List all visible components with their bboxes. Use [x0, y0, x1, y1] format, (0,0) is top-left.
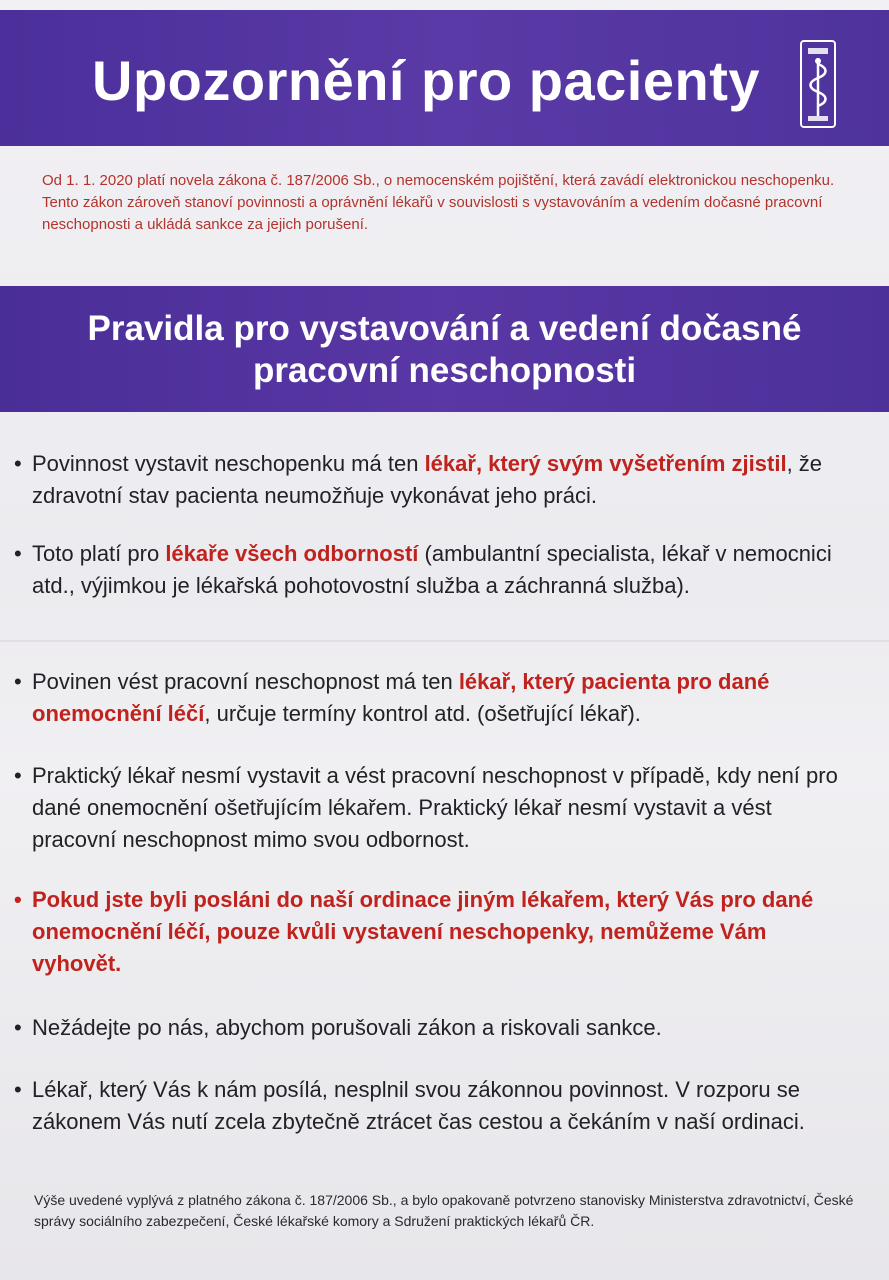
list-item [14, 448, 849, 512]
list-item-text-emphasis: lékař, který svým vyšetřením zjistil [424, 451, 787, 476]
list-item-text-plain: Povinen vést pracovní neschopnost má ten [32, 669, 459, 694]
bullet-icon: • [14, 1077, 22, 1102]
list-item-text-plain: (ambulantní specialista, lékař v nemocnici atd., výjimkou je lékařská pohotovostní služba a záchranná služba). [32, 541, 832, 598]
rules-title-line2: pracovní neschopnosti [252, 351, 637, 390]
list-item [14, 884, 849, 980]
list-item-text-emphasis: Pokud jste byli posláni do naší ordinace jiným lékařem, který Vás pro dané onemocnění léčí, pouze kvůli vystavení neschopenky, nemůžeme Vám vyhovět. [32, 887, 814, 976]
bullet-icon: • [14, 887, 22, 912]
bullet-icon: • [14, 763, 22, 788]
rules-title-line1: Pravidla pro vystavování a vedení dočasné [87, 309, 802, 348]
list-item-text-emphasis: lékaře všech odborností [165, 541, 419, 566]
bullet-icon: • [14, 1015, 22, 1040]
page-title: Upozornění pro pacienty [92, 49, 760, 112]
footer-note: Výše uvedené vyplývá z platného zákona č. 187/2006 Sb., a bylo opakovaně potvrzeno stanovisky Ministerstva zdravotnictví, České správy sociálního zabezpečení, České lékařské komory a Sdružení praktických lékařů ČR. [34, 1192, 854, 1229]
list-item-text [32, 538, 849, 602]
bullet-icon: • [14, 541, 22, 566]
list-item-text: Nežádejte po nás, abychom porušovali zákon a riskovali sankce. [32, 1015, 662, 1040]
list-item-text: Praktický lékař nesmí vystavit a vést pracovní neschopnost v případě, kdy není pro dané onemocnění ošetřujícím lékařem. Praktický lékař nesmí vystavit a vést pracovní neschopnost mimo svou odbornost. [32, 763, 838, 852]
list-item-text-plain: , že zdravotní stav pacienta neumožňuje vykonávat jeho práci. [32, 451, 823, 508]
list-item [14, 538, 849, 602]
list-item-text-emphasis: lékař, který pacienta pro dané onemocnění léčí [32, 669, 770, 726]
list-item-text [32, 666, 849, 730]
list-item-text-plain: , určuje termíny kontrol atd. (ošetřující lékař). [204, 701, 641, 726]
intro-paragraph: Od 1. 1. 2020 platí novela zákona č. 187/2006 Sb., o nemocenském pojištění, která zavádí elektronickou neschopenku. Tento zákon zároveň stanoví povinnosti a oprávnění lékařů v souvislosti s vystavováním a vedením dočasné pracovní neschopnosti a ukládá sankce za jejich porušení. [42, 172, 835, 233]
list-item [14, 1074, 849, 1138]
list-item-text-plain: Povinnost vystavit neschopenku má ten [32, 451, 425, 476]
list-item-text [32, 448, 849, 512]
list-item-text: Lékař, který Vás k nám posílá, nesplnil svou zákonnou povinnost. V rozporu se zákonem Vás nutí zcela zbytečně ztrácet čas cestou a čekáním v naší ordinaci. [32, 1077, 805, 1134]
list-item [14, 760, 849, 856]
list-item [14, 666, 849, 730]
bullet-icon: • [14, 451, 22, 476]
list-item [14, 1012, 849, 1044]
list-item-text-plain: Toto platí pro [32, 541, 166, 566]
bullet-icon: • [14, 669, 22, 694]
